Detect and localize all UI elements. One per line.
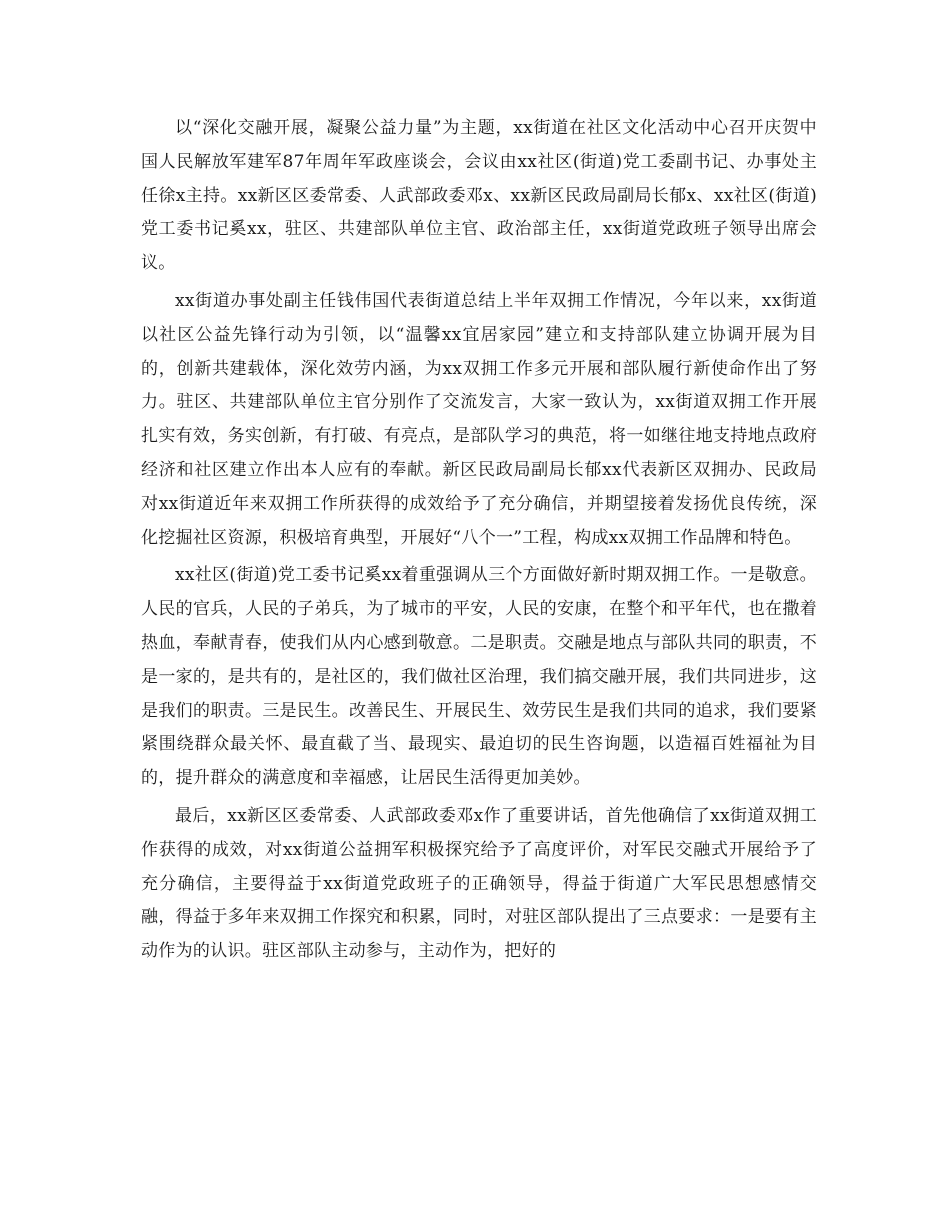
- paragraph-1: 以“深化交融开展，凝聚公益力量”为主题，xx街道在社区文化活动中心召开庆贺中国人民解放军建军87年周年军政座谈会，会议由xx社区(街道)党工委副书记、办事处主任徐x主持。xx新区区委常委、人武部政委邓x、xx新区民政局副局长郁x、xx社区(街道)党工委书记奚xx，驻区、共建部队单位主官、政治部主任，xx街道党政班子领导出席会议。: [141, 118, 817, 274]
- document-body: [141, 112, 817, 973]
- paragraph-3: xx社区(街道)党工委书记奚xx着重强调从三个方面做好新时期双拥工作。一是敬意。人民的官兵，人民的子弟兵，为了城市的平安，人民的安康，在整个和平年代，也在撒着热血，奉献青春，使我们从内心感到敬意。二是职责。交融是地点与部队共同的职责，不是一家的，是共有的，是社区的，我们做社区治理，我们搞交融开展，我们共同进步，这是我们的职责。三是民生。改善民生、开展民生、效劳民生是我们共同的追求，我们要紧紧围绕群众最关怀、最直截了当、最现实、最迫切的民生咨询题，以造福百姓福祉为目的，提升群众的满意度和幸福感，让居民生活得更加美妙。: [141, 565, 817, 789]
- paragraph-2: xx街道办事处副主任钱伟国代表街道总结上半年双拥工作情况，今年以来，xx街道以社区公益先锋行动为引领，以“温馨xx宜居家园”建立和支持部队建立协调开展为目的，创新共建载体，深化效劳内涵，为xx双拥工作多元开展和部队履行新使命作出了努力。驻区、共建部队单位主官分别作了交流发言，大家一致认为，xx街道双拥工作开展扎实有效，务实创新，有打破、有亮点，是部队学习的典范，将一如继往地支持地点政府经济和社区建立作出本人应有的奉献。新区民政局副局长郁xx代表新区双拥办、民政局对xx街道近年来双拥工作所获得的成效给予了充分确信，并期望接着发扬优良传统，深化挖掘社区资源，积极培育典型，开展好“八个一”工程，构成xx双拥工作品牌和特色。: [141, 290, 817, 548]
- paragraph-4: 最后，xx新区区委常委、人武部政委邓x作了重要讲话，首先他确信了xx街道双拥工作获得的成效，对xx街道公益拥军积极探究给予了高度评价，对军民交融式开展给予了充分确信，主要得益于xx街道党政班子的正确领导，得益于街道广大军民思想感情交融，得益于多年来双拥工作探究和积累，同时，对驻区部队提出了三点要求：一是要有主动作为的认识。驻区部队主动参与，主动作为，把好的: [141, 805, 817, 962]
